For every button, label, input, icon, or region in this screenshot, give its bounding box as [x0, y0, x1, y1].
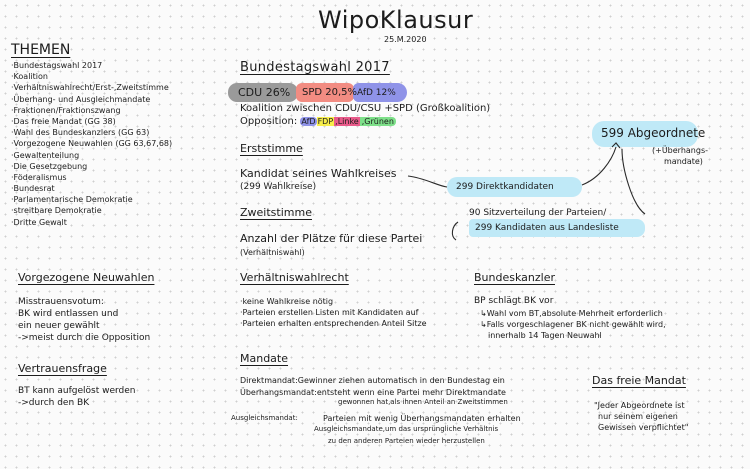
bundeskanzler-line: innerhalb 14 Tagen Neuwahl — [488, 331, 602, 340]
list-item: ·Parteien erstellen Listen mit Kandidaten auf — [240, 308, 419, 317]
list-item: ·Fraktionen/Fraktionszwang — [11, 105, 121, 115]
sitzverteilung-text: 90 Sitzverteilung der Parteien/ — [469, 208, 607, 218]
verhaeltnis-heading: Verhältniswahlrecht — [240, 271, 349, 284]
ausgleich-text: Parteien mit wenig Überhangsmandaten erhalten — [323, 414, 521, 423]
page-title: WipoKlausur — [318, 6, 474, 34]
ausgleich-text-cont: Ausgleichsmandate,um das ursprüngliche Verhältnis — [314, 425, 499, 433]
bundeskanzler-line: BP schlägt BK vor — [474, 296, 554, 306]
ueberhang-text: entsteht wenn eine Partei mehr Direktmandate — [316, 388, 506, 397]
list-item: ·Überhang- und Ausgleichmandate — [11, 94, 151, 104]
direktmandat-label: Direktmandat: — [240, 376, 298, 385]
freies-mandat-line: "Jeder Abgeordnete ist — [594, 401, 685, 410]
vertrauensfrage-heading: Vertrauensfrage — [18, 362, 107, 375]
direktkandidaten-text: 299 Direktkandidaten — [456, 182, 554, 192]
spd-result: SPD 20,5% — [302, 87, 358, 98]
list-item: ·Parlamentarische Demokratie — [11, 195, 133, 205]
list-item: ·keine Wahlkreise nötig — [240, 297, 334, 306]
afd-result: AfD 12% — [357, 88, 396, 98]
erststimme-heading: Erststimme — [240, 142, 303, 155]
opp-gruene: ,Grünen — [361, 117, 394, 126]
erststimme-line: Kandidat seines Wahlkreises — [240, 167, 397, 180]
list-item: ·Bundesrat — [11, 184, 55, 194]
list-item: ·Koalition — [11, 72, 48, 82]
cdu-result: CDU 26% — [238, 86, 291, 99]
neuwahlen-line: ->meist durch die Opposition — [18, 333, 151, 343]
freies-mandat-line: Gewissen verpflichtet" — [598, 423, 689, 432]
erststimme-line: (299 Wahlkreise) — [240, 182, 317, 192]
abgeordnete-note: mandate) — [664, 157, 703, 166]
btw-heading: Bundestagswahl 2017 — [240, 60, 390, 75]
list-item: ·Föderalismus — [11, 172, 67, 182]
ausgleich-text-cont: zu den anderen Parteien wieder herzustellen — [328, 437, 485, 445]
neuwahlen-line: ein neuer gewählt — [18, 321, 100, 331]
verhaeltnis-list — [240, 296, 427, 329]
opp-fdp: FDP — [317, 117, 334, 126]
direktmandat-row — [240, 375, 505, 386]
list-item: ·streitbare Demokratie — [11, 206, 102, 216]
opp-linke: ,Linke — [335, 117, 359, 126]
ueberhang-row — [240, 387, 506, 398]
bundeskanzler-heading: Bundeskanzler — [474, 271, 555, 284]
ausgleich-label: Ausgleichsmandat: — [231, 414, 298, 422]
list-item: ·Bundestagswahl 2017 — [11, 61, 103, 70]
list-item: ·Parteien erhalten entsprechenden Anteil Sitze — [240, 319, 427, 328]
list-item: ·Gewaltenteilung — [11, 150, 80, 160]
sitzverteilung-text: 299 Kandidaten aus Landesliste — [475, 223, 619, 233]
opposition-label: Opposition: — [240, 116, 298, 127]
freies-mandat-line: nur seinem eigenen — [598, 412, 678, 421]
date: 25.M.2020 — [384, 35, 427, 44]
list-item: ·Die Gesetzgebung — [11, 161, 88, 171]
list-item: ·Das freie Mandat (GG 38) — [11, 116, 116, 126]
direktmandat-text: Gewinner ziehen automatisch in den Bundestag ein — [297, 376, 505, 385]
neuwahlen-line: BK wird entlassen und — [18, 309, 119, 319]
vertrauensfrage-line: BT kann aufgelöst werden — [18, 386, 136, 396]
bundeskanzler-line: ↳Wahl vom BT,absolute Mehrheit erforderlich — [480, 309, 663, 318]
ueberhang-text-cont: gewonnen hat,als ihnen Anteil an Zweitstimmen — [338, 398, 508, 406]
zweitstimme-line: (Verhältniswahl) — [240, 248, 305, 257]
opp-afd: AfD — [301, 117, 316, 126]
zweitstimme-line: Anzahl der Plätze für diese Partei — [240, 232, 423, 245]
mandate-heading: Mandate — [240, 352, 289, 365]
list-item: ·Vorgezogene Neuwahlen (GG 63,67,68) — [11, 139, 173, 149]
abgeordnete-note: (+Überhangs- — [652, 146, 709, 155]
list-item: ·Dritte Gewalt — [11, 217, 67, 227]
vertrauensfrage-line: ->durch den BK — [18, 398, 90, 408]
freies-mandat-heading: Das freie Mandat — [592, 374, 686, 387]
abgeordnete-text: 599 Abgeordnete — [601, 126, 706, 140]
themen-heading: THEMEN — [11, 42, 71, 58]
neuwahlen-heading: Vorgezogene Neuwahlen — [18, 271, 155, 284]
list-item: ·Wahl des Bundeskanzlers (GG 63) — [11, 128, 150, 138]
zweitstimme-heading: Zweitstimme — [240, 206, 312, 219]
koalition-text: Koalition zwischen CDU/CSU +SPD (Großkoalition) — [240, 103, 491, 114]
ueberhang-label: Überhangsmandat: — [240, 388, 317, 397]
neuwahlen-line: Misstrauensvotum: — [18, 297, 104, 307]
bundeskanzler-line: ↳Falls vorgeschlagener BK nicht gewählt wird, — [480, 320, 666, 329]
list-item: ·Verhältniswahlrecht/Erst-,Zweitstimme — [11, 83, 169, 93]
